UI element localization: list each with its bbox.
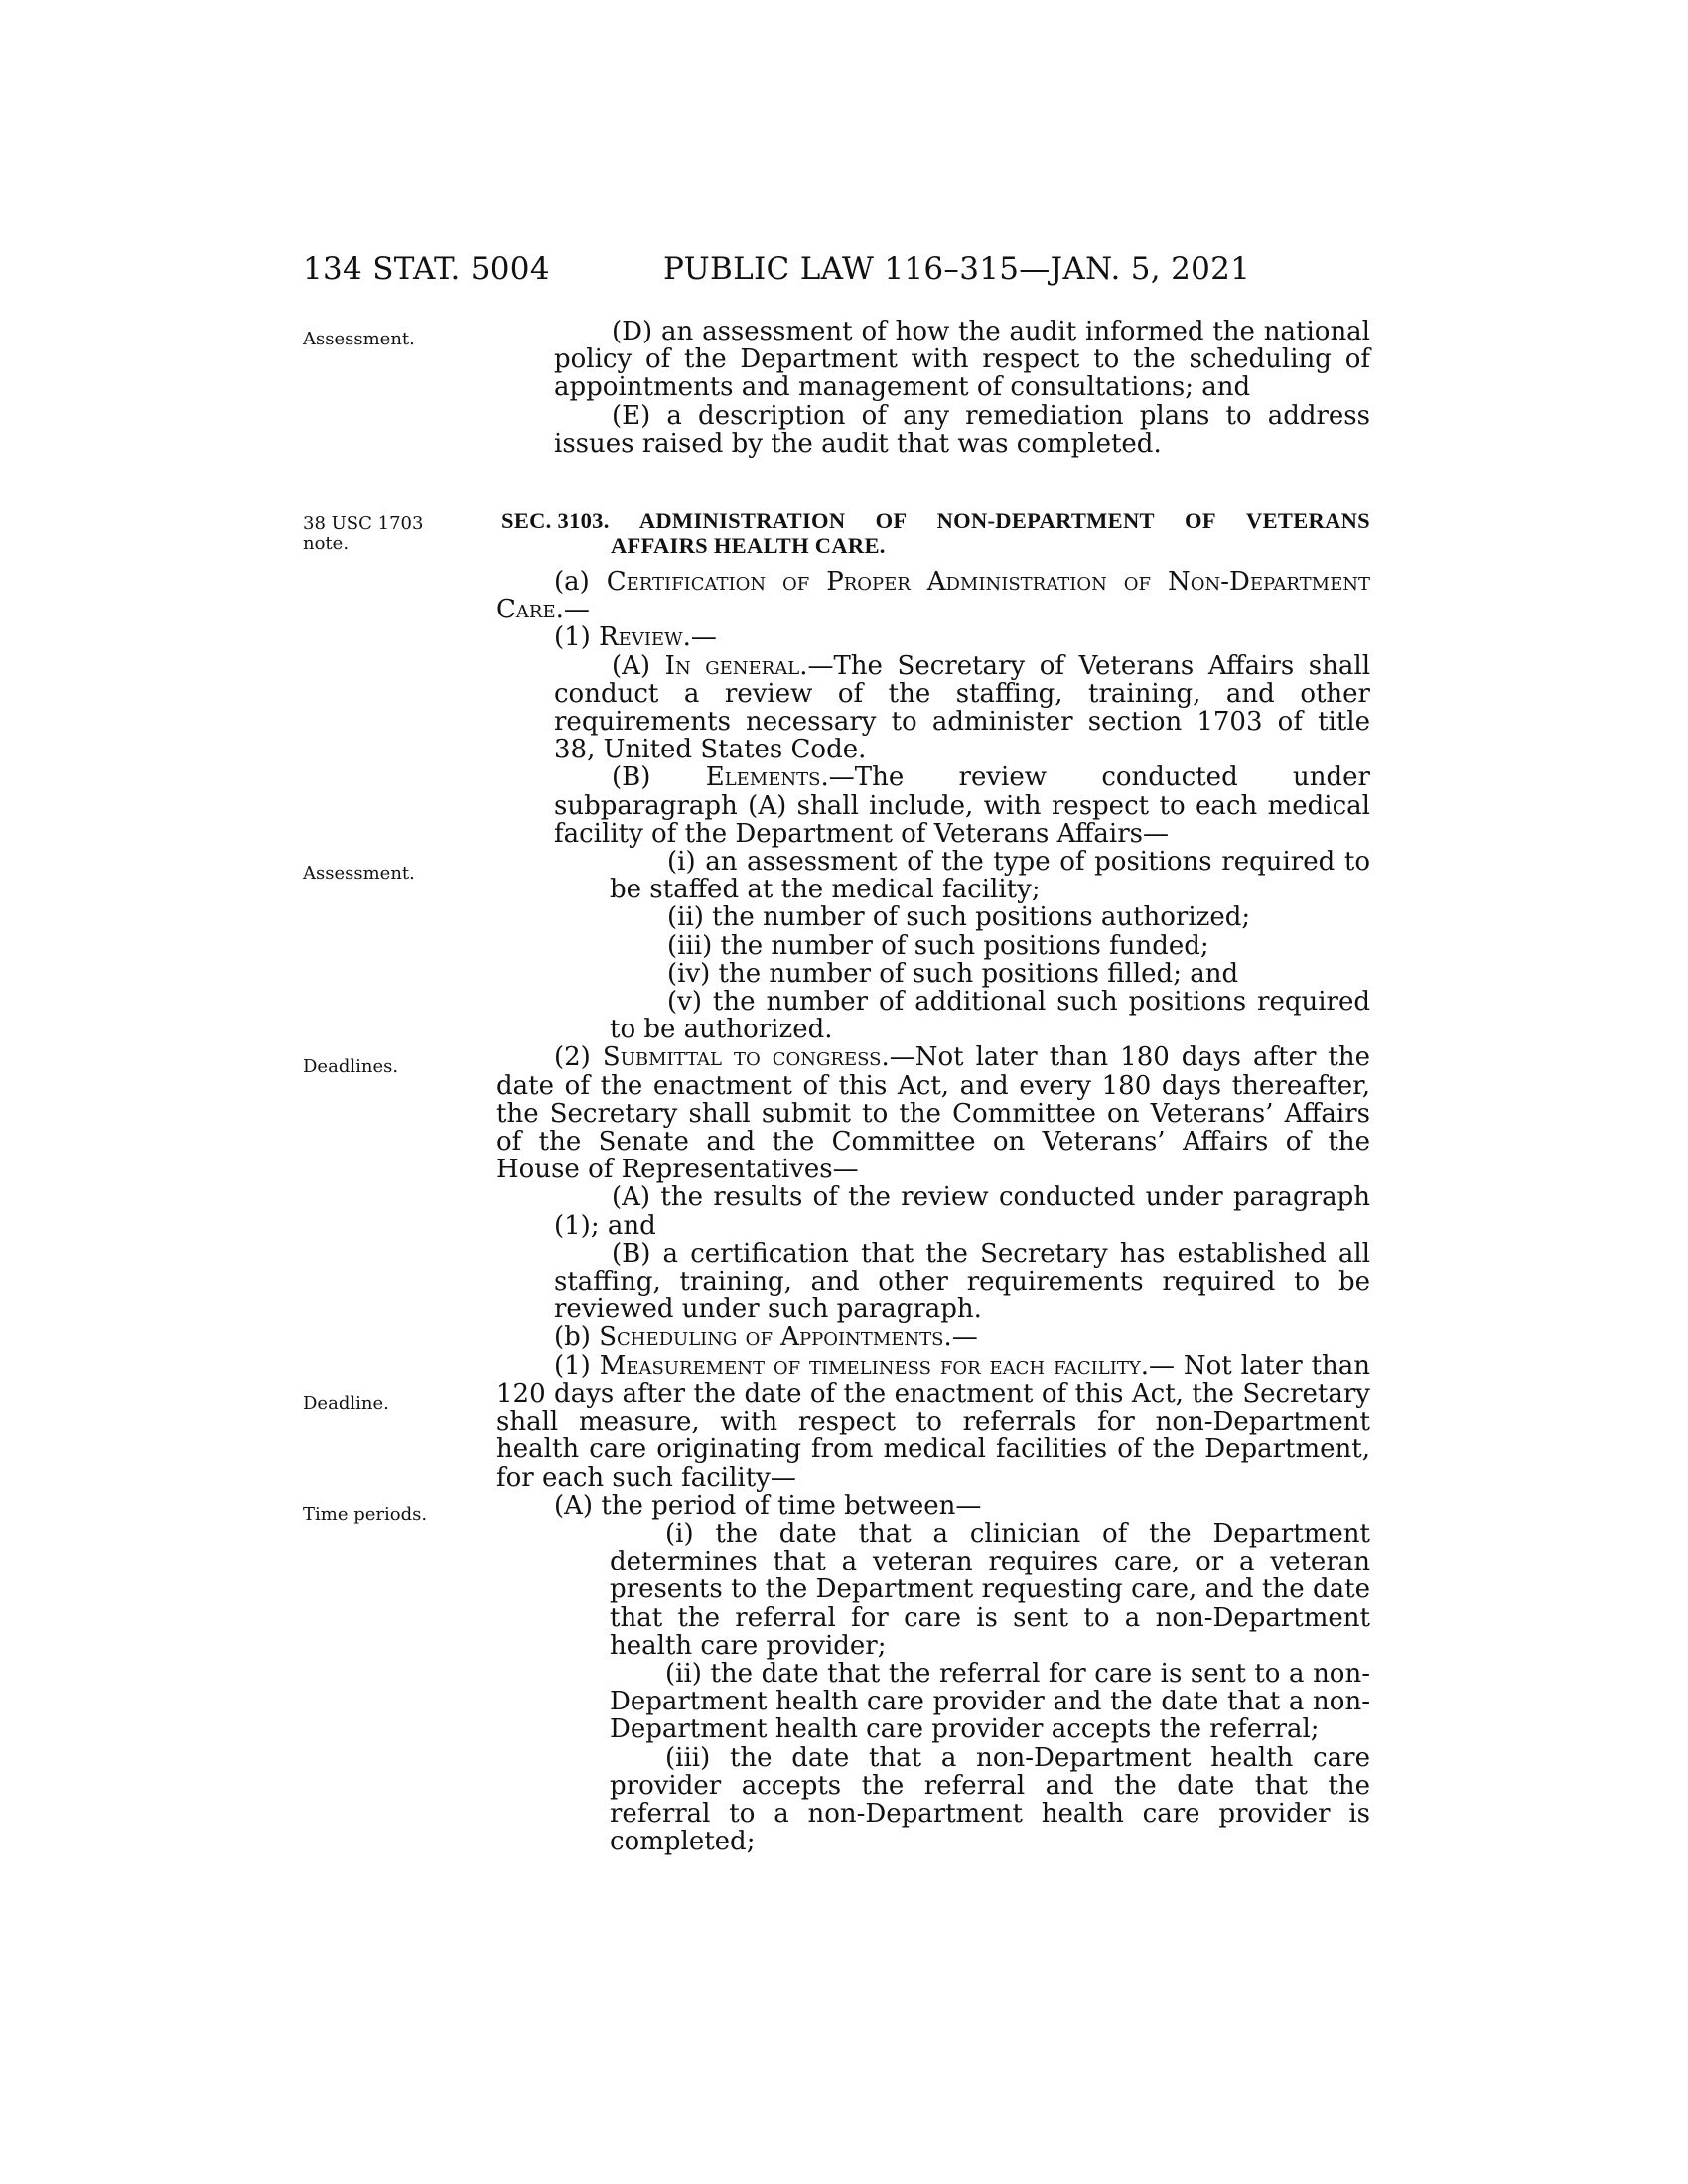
subparagraph-d: (D) an assessment of how the audit informed the national policy of the Department with respect to the scheduling of appointments and management of consultations; and xyxy=(554,317,1370,403)
subparagraph-number: (B) xyxy=(612,762,651,793)
subsection-heading-text: Scheduling of Appointments.— xyxy=(599,1322,978,1353)
clause-b-ii: (ii) the date that the referral for care is sent to a non-Department health care provider and the date that a non-Department health care provider accepts the referral; xyxy=(610,1658,1370,1745)
subsection-heading-text: Certification of Proper Administration of Non-Department Care.— xyxy=(496,567,1370,625)
subsection-number: (b) xyxy=(554,1322,591,1353)
margin-note-usc-citation xyxy=(303,514,423,554)
subparagraph-text: The Secretary of Veterans Affairs shall conduct a review of the staffing, training, and other requirements necessary to administer section 1703 of title 38, United States Code. xyxy=(554,650,1371,765)
paragraph-text: Not later than 120 days after the date of the enactment of this Act, the Secretary shall measure, with respect to referrals for non-Department health care originating from medical facilities of the Department, for each such facility— xyxy=(496,1350,1371,1493)
paragraph-number: (2) xyxy=(554,1042,591,1073)
paragraph-b1 xyxy=(496,1352,1370,1492)
margin-note-usc-line: 38 USC 1703 xyxy=(303,513,424,534)
subsection-a-heading xyxy=(496,568,1370,623)
section-title-word: OF xyxy=(875,508,908,533)
section-title-word: VETERANS xyxy=(1246,508,1370,533)
subparagraph-e: (E) a description of any remediation plans to address issues raised by the audit that was completed. xyxy=(554,400,1370,459)
section-title-line-2: AFFAIRS HEALTH CARE. xyxy=(611,533,886,558)
clause-b-iii: (iii) the date that a non-Department health care provider accepts the referral and the date that the referral to a non-Department health care provider is completed; xyxy=(610,1742,1370,1857)
section-heading xyxy=(501,508,1370,558)
running-head-public-law: PUBLIC LAW 116–315—JAN. 5, 2021 xyxy=(663,251,1251,287)
continued-provisions xyxy=(496,318,1370,458)
margin-note-usc-note: note. xyxy=(303,533,350,554)
subparagraph-a1a xyxy=(496,652,1370,764)
clause-iv: (iv) the number of such positions filled; and xyxy=(667,958,1239,989)
paragraph-number: (1) xyxy=(554,1350,591,1381)
section-number: SEC. 3103. xyxy=(501,508,610,533)
subparagraph-number: (A) xyxy=(612,650,651,681)
paragraph-number: (1) xyxy=(554,622,591,653)
margin-note-assessment-2: Assessment. xyxy=(303,863,415,884)
margin-note-assessment: Assessment. xyxy=(303,329,415,349)
paragraph-a1-heading xyxy=(496,623,1370,651)
subsection-b-heading xyxy=(496,1323,1370,1351)
subparagraph-text: The review conducted under subparagraph (A) shall include, with respect to each medical facility of the Department of Veterans Affairs— xyxy=(554,762,1370,849)
subparagraph-a2b: (B) a certification that the Secretary has established all staffing, training, and other requirements required to be reviewed under such paragraph. xyxy=(554,1238,1370,1325)
paragraph-heading-text: Measurement of timeliness for each facility.— xyxy=(599,1350,1176,1381)
subparagraph-heading-text: In general.— xyxy=(664,650,834,681)
clause-ii: (ii) the number of such positions authorized; xyxy=(667,902,1251,933)
page-stat-number: 134 STAT. 5004 xyxy=(303,251,550,287)
subparagraph-a1b xyxy=(496,763,1370,848)
paragraph-heading-text: Review.— xyxy=(599,622,717,653)
clause-iii: (iii) the number of such positions funded; xyxy=(667,930,1209,961)
subparagraph-b1a: (A) the period of time between— xyxy=(554,1490,982,1521)
subparagraph-heading-text: Elements.— xyxy=(705,762,855,793)
paragraph-text: Not later than 180 days after the date of the enactment of this Act, and every 180 days thereafter, the Secretary shall submit to the Committee on Veterans’ Affairs of the Senate and the Committee on Veterans’ Affairs of the House of Representatives— xyxy=(496,1042,1370,1185)
subsection-number: (a) xyxy=(554,567,590,597)
clause-v: (v) the number of additional such positions required to be authorized. xyxy=(610,987,1370,1045)
paragraph-heading-text: Submittal to congress.— xyxy=(602,1042,915,1073)
margin-note-time-periods: Time periods. xyxy=(303,1504,428,1525)
margin-note-deadlines: Deadlines. xyxy=(303,1056,399,1077)
section-body xyxy=(496,568,1370,1855)
clause-i: (i) an assessment of the type of positions required to be staffed at the medical facility; xyxy=(610,847,1370,905)
margin-note-deadline: Deadline. xyxy=(303,1393,389,1414)
subparagraph-a2a: (A) the results of the review conducted under paragraph (1); and xyxy=(554,1182,1370,1241)
paragraph-a2 xyxy=(496,1043,1370,1183)
section-title-word: ADMINISTRATION xyxy=(638,508,846,533)
clause-b-i: (i) the date that a clinician of the Department determines that a veteran requires care, or a veteran presents to the Department requesting care, and the date that the referral for care is sent to a non-Department health care provider; xyxy=(610,1518,1370,1661)
section-title-word: OF xyxy=(1185,508,1216,533)
section-title-word: NON-DEPARTMENT xyxy=(936,508,1155,533)
